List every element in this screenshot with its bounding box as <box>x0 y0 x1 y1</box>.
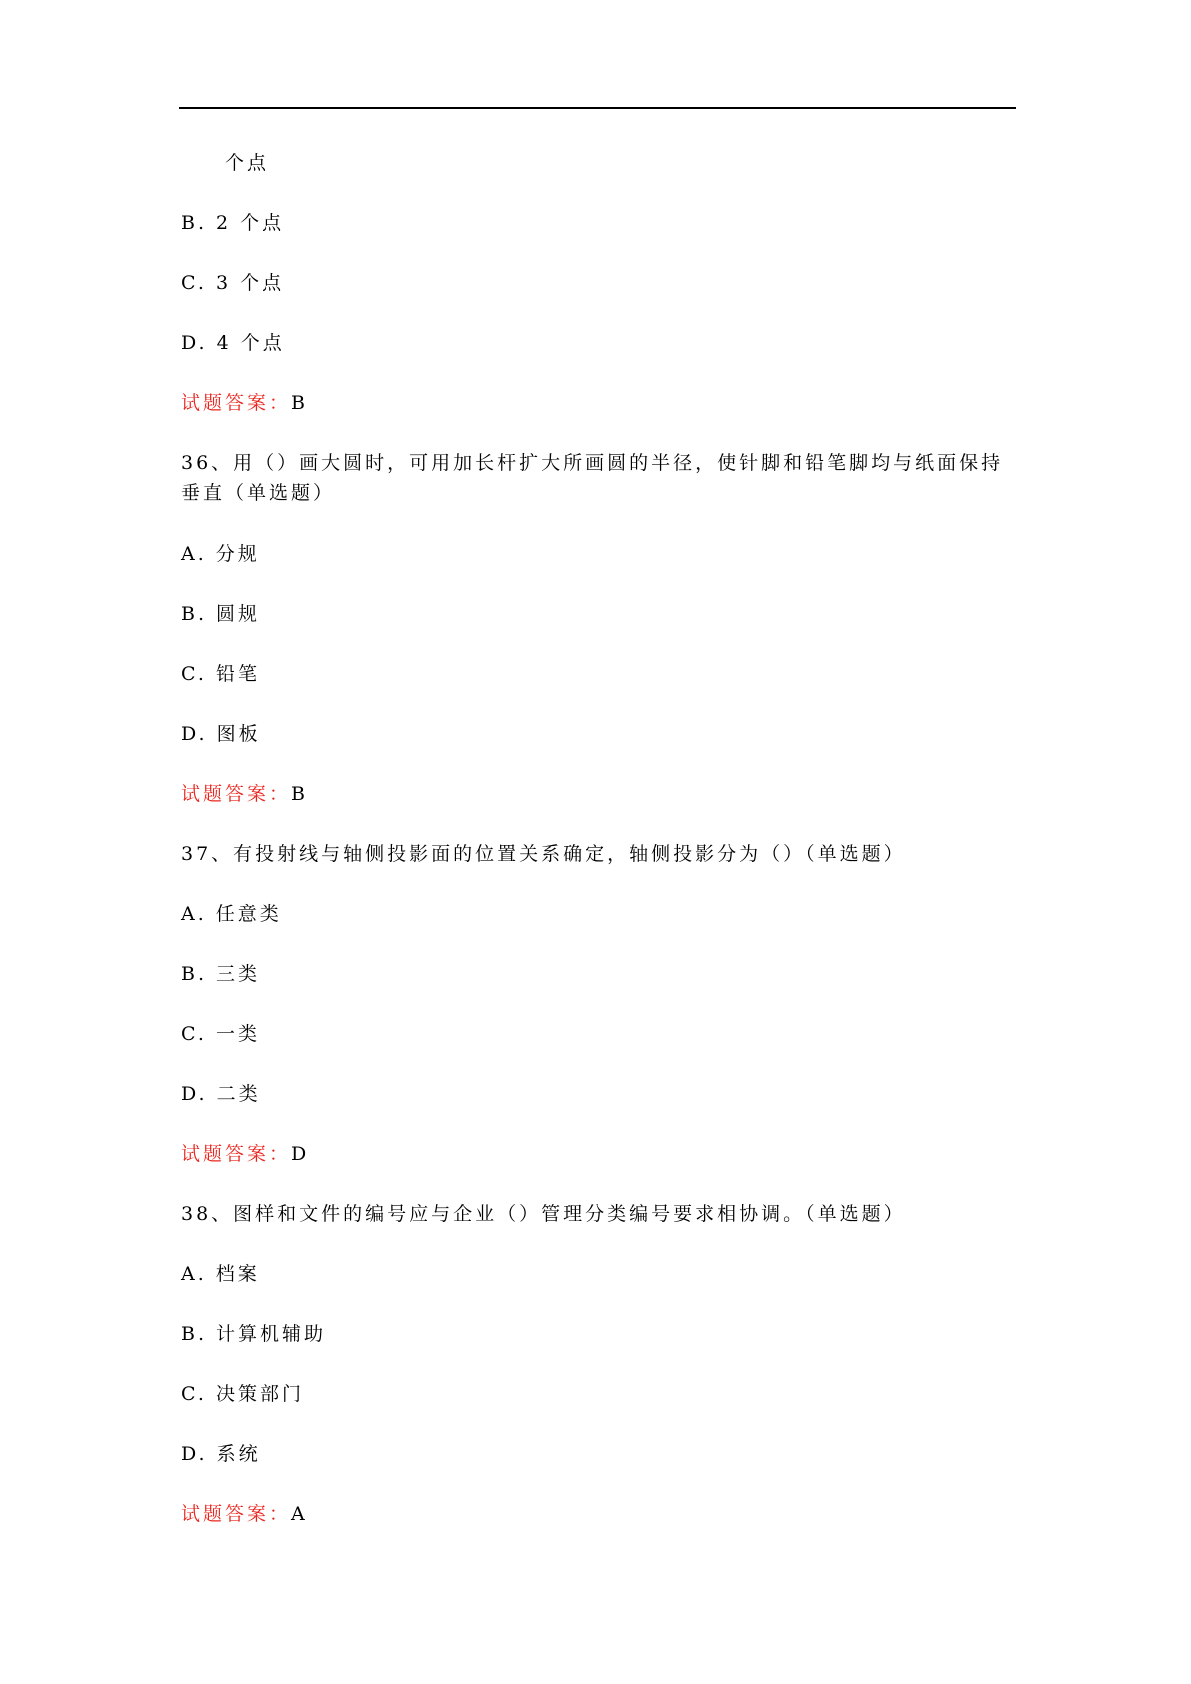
q36-question: 36、用（）画大圆时，可用加长杆扩大所画圆的半径，使针脚和铅笔脚均与纸面保持垂直（单选题） <box>181 452 1004 504</box>
header-rule <box>179 107 1016 109</box>
q38-option-d: D. 系统 <box>181 1443 261 1465</box>
answer-value: B <box>291 783 308 805</box>
q35-option-d: D. 4 个点 <box>181 332 285 354</box>
q36-option-a: A. 分规 <box>181 543 260 565</box>
q38-option-c: C. 决策部门 <box>181 1383 304 1405</box>
answer-label: 试题答案： <box>181 783 292 805</box>
q38-question: 38、图样和文件的编号应与企业（）管理分类编号要求相协调。（单选题） <box>181 1203 906 1225</box>
q36-answer <box>181 782 308 806</box>
answer-label: 试题答案： <box>181 1503 292 1525</box>
q35-answer <box>181 391 308 415</box>
answer-value: D <box>291 1143 310 1165</box>
q36-option-b: B. 圆规 <box>181 603 261 625</box>
q37-option-b: B. 三类 <box>181 963 261 985</box>
q38-option-b: B. 计算机辅助 <box>181 1323 327 1345</box>
answer-label: 试题答案： <box>181 1143 292 1165</box>
q35-option-b: B. 2 个点 <box>181 212 285 234</box>
q37-option-d: D. 二类 <box>181 1083 261 1105</box>
q37-option-a: A. 任意类 <box>181 903 282 925</box>
q36-option-c: C. 铅笔 <box>181 663 260 685</box>
q37-question: 37、有投射线与轴侧投影面的位置关系确定，轴侧投影分为（）（单选题） <box>181 843 906 865</box>
q37-answer <box>181 1142 309 1166</box>
q37-option-c: C. 一类 <box>181 1023 260 1045</box>
option-continuation: 个点 <box>225 152 270 174</box>
answer-label: 试题答案： <box>181 392 292 414</box>
answer-value: A <box>291 1503 308 1525</box>
answer-value: B <box>291 392 308 414</box>
q36-option-d: D. 图板 <box>181 723 261 745</box>
q35-option-c: C. 3 个点 <box>181 272 285 294</box>
q38-answer <box>181 1502 308 1526</box>
q38-option-a: A. 档案 <box>181 1263 260 1285</box>
